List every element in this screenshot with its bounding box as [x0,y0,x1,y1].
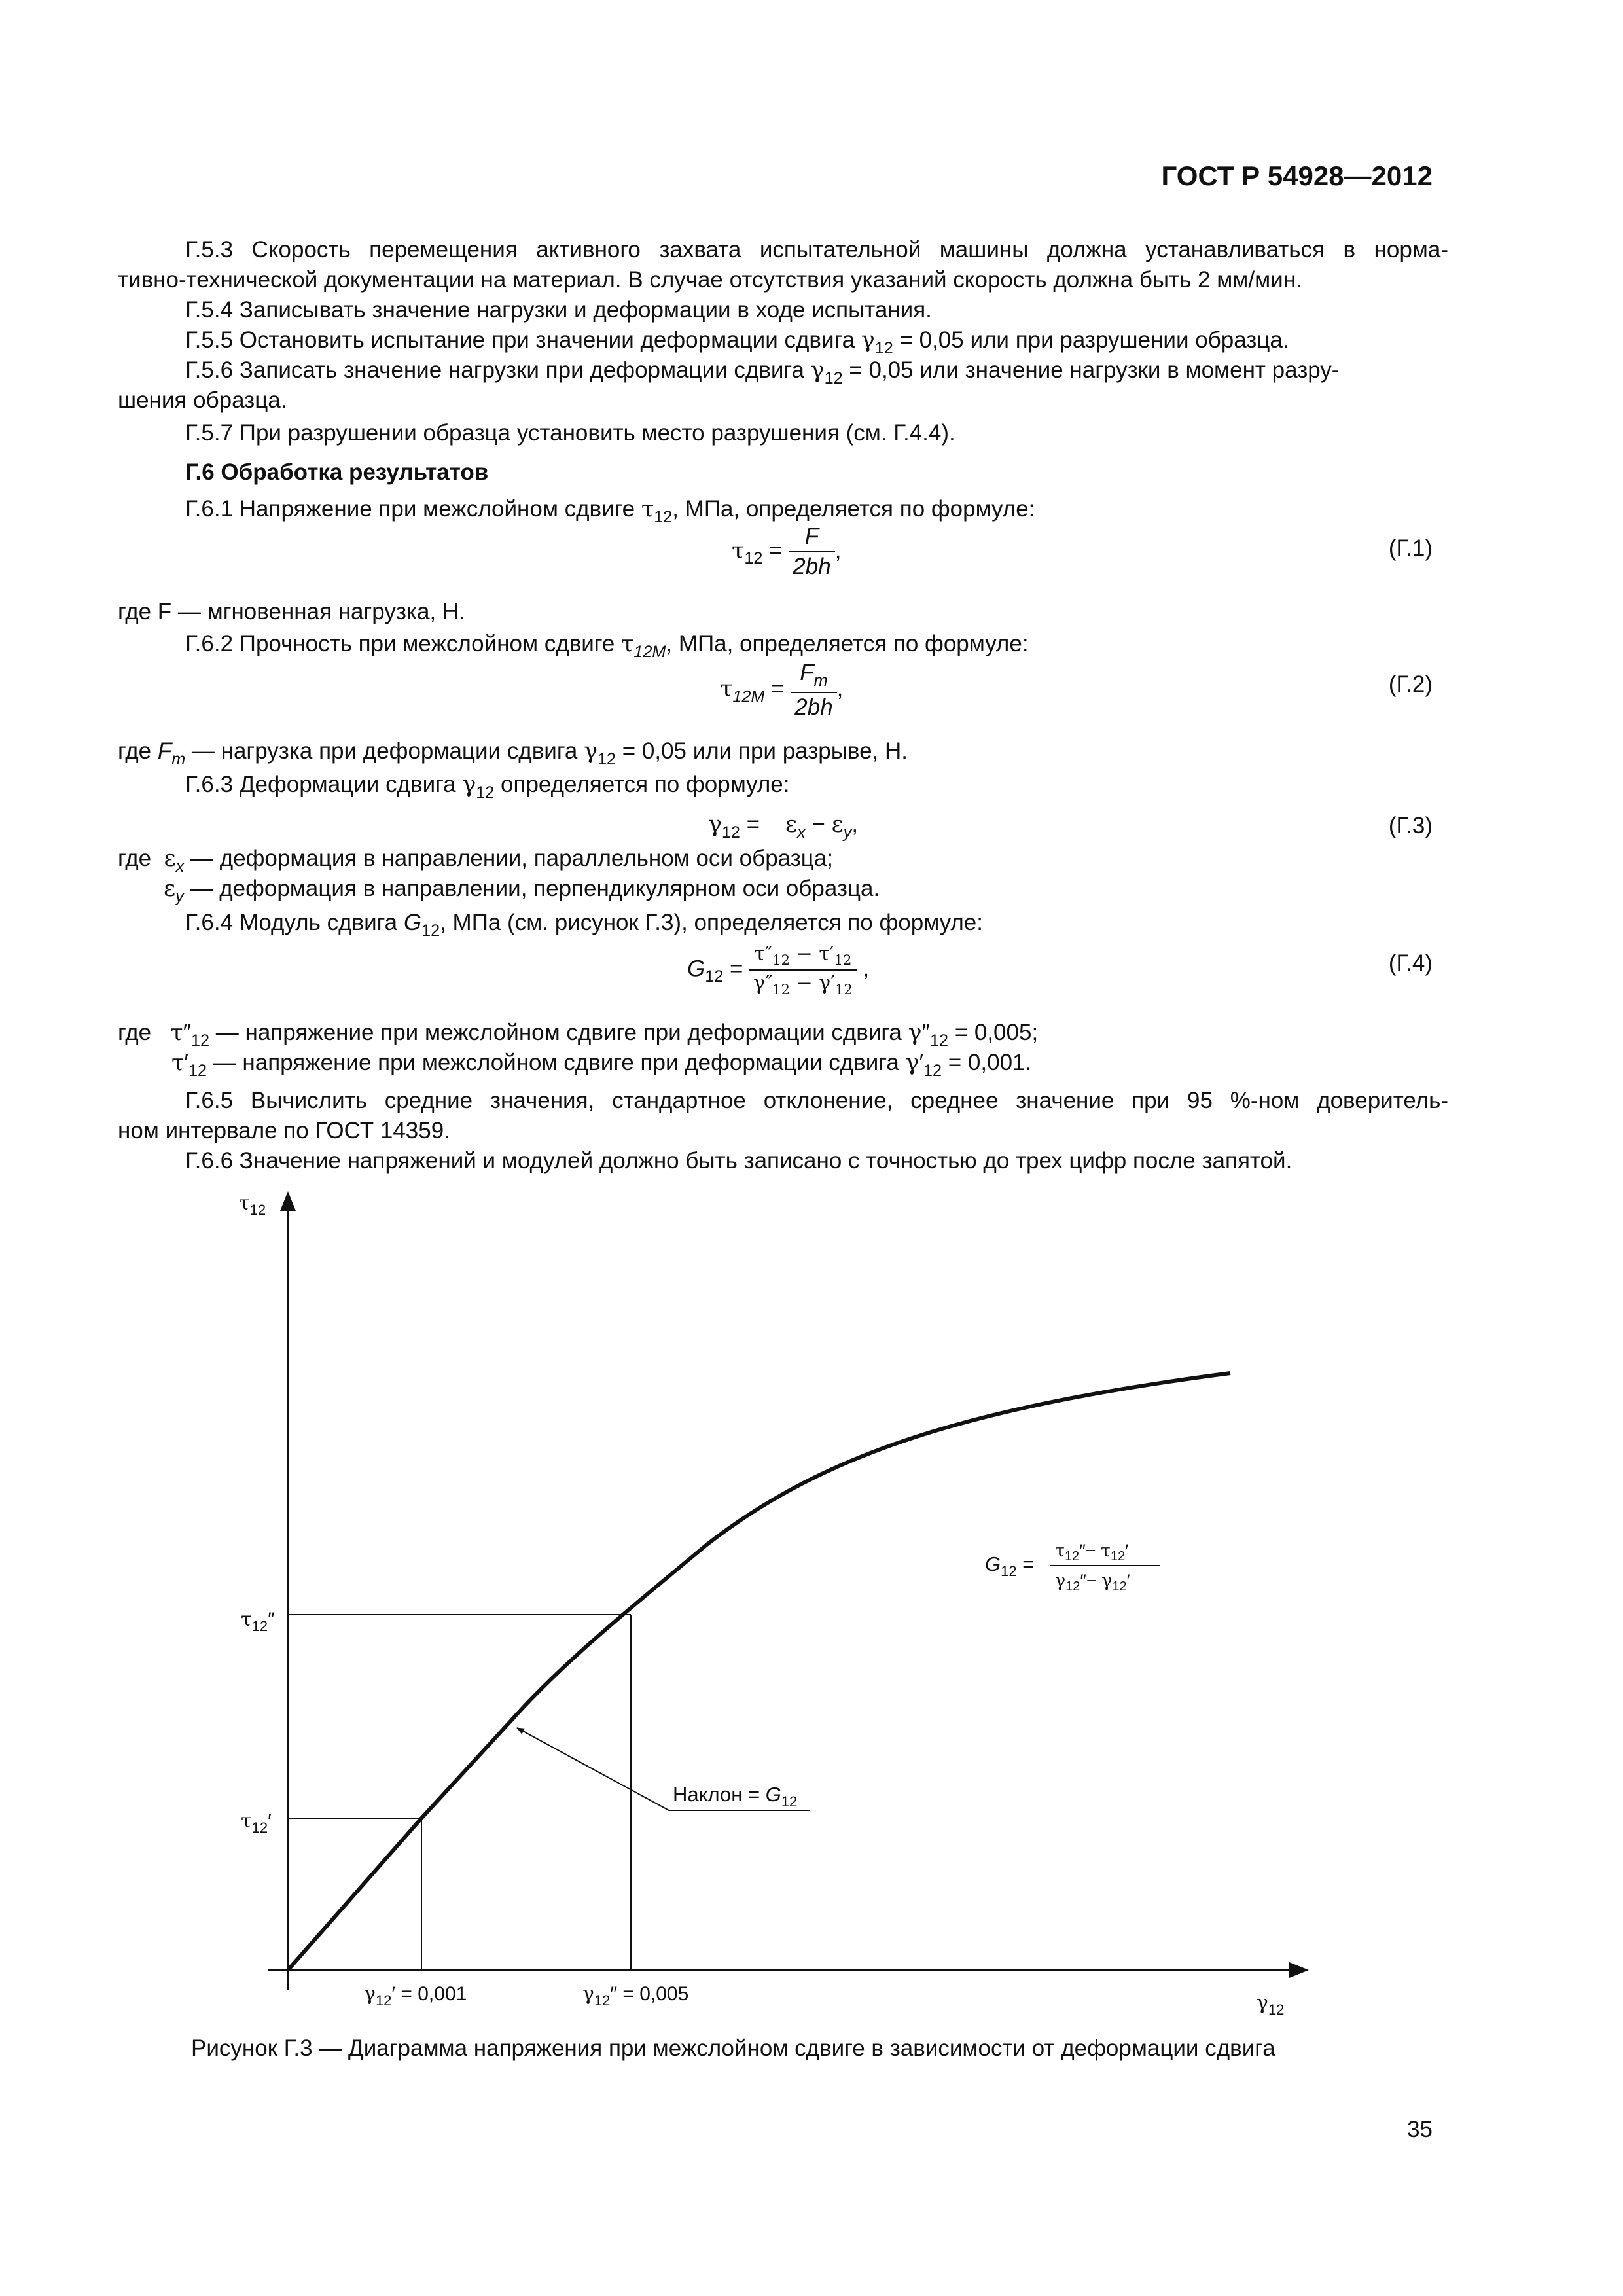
g555-text-end: = 0,05 или при разрушении образца. [893,327,1289,353]
paragraph-g554: Г.5.4 Записывать значение нагрузки и деформации в ходе испытания. [185,297,932,323]
G-symbol: G [687,956,705,982]
equation-g2: $\tau_{12M}$ = $\frac{F_m}{2bh}$ , [720,660,844,720]
g663-text: Г.6.3 Деформации сдвига [185,772,463,797]
F-symbol: F [157,738,172,764]
stress-strain-curve [288,1373,1230,1970]
tau-symbol: τ [732,537,745,564]
eq4-denominator: $\gamma''_{12} - \gamma'_{12}$ [753,972,853,997]
eq1-numerator: F [789,524,834,552]
g555-text: Г.5.5 Остановить испытание при значении деформации сдвига [185,327,861,353]
figure-caption: Рисунок Г.3 — Диаграмма напряжения при межслойном сдвиге в зависимости от деформации сдвига [191,2036,1275,2061]
subscript: x [175,857,185,876]
subscript: 12 [188,1061,207,1080]
tau-symbol: τ [621,631,634,657]
gamma1-tick-label: $\gamma_{12}' = 0,001$ [364,1982,467,2009]
g664-text: Г.6.4 Модуль сдвига [185,910,404,935]
where-ex-text: — деформация в направлении, параллельном оси образца; [190,846,834,871]
tau2-axis-label: $\tau_{12}''$ [241,1608,275,1634]
where-tau1-end: = 0,001. [942,1050,1032,1075]
tau-symbol: τ [171,1050,185,1076]
where-tau1: $\tau'_{12}$ — напряжение при межслойном сдвиге при деформации сдвига $\gamma'_{12} = 0,001$. [171,1050,1032,1080]
paragraph-g553-line1: Г.5.3 Скорость перемещения активного захвата испытательной машины должна устанавливаться в норма- [185,237,1448,262]
gamma-symbol: γ [584,738,597,764]
subscript: y [175,887,184,906]
eq4-numerator: $\tau''_{12} - \tau'_{12}$ [749,942,857,971]
subscript: 12 [654,507,673,526]
subscript: 12 [929,1031,948,1050]
equation-label-g4: (Г.4) [1388,950,1433,976]
where-tau2-text: — напряжение при межслойном сдвиге при деформации сдвига [209,1020,908,1045]
y-axis-arrow-icon [280,1191,296,1211]
subscript: 12 [744,549,763,568]
where-text-mid: — нагрузка при деформации сдвига [185,738,584,764]
subscript: 12 [421,921,440,940]
eq1-denominator: 2bh [793,554,831,579]
subscript: 12 [191,1031,210,1050]
subscript: 12 [476,783,495,802]
tau-symbol: τ [720,675,733,702]
g662-text-end: , МПа, определяется по формуле: [666,631,1029,656]
paragraph-g556-line2: шения образца. [118,387,287,413]
epsilon-symbol: ε [785,812,798,838]
g661-text: Г.6.1 Напряжение при межслойном сдвиге [185,496,641,522]
epsilon-symbol: ε [164,846,176,872]
paragraph-g557: Г.5.7 При разрушении образца установить место разрушения (см. Г.4.4). [185,420,955,446]
F-symbol: F [800,660,814,685]
formula-lhs: $G_{12}$ = [985,1552,1035,1579]
subscript: 12 [874,338,893,357]
y-axis-label: $\tau_{12}$ [239,1192,266,1218]
where-F: где F — мгновенная нагрузка, Н. [118,599,465,624]
gamma-symbol: γ [905,1050,919,1076]
tau-symbol: τ [641,496,654,522]
g556-text: Г.5.6 Записать значение нагрузки при деформации сдвига [185,357,811,383]
equation-label-g2: (Г.2) [1388,672,1433,697]
subscript: 12M [732,687,765,706]
equation-g3: $\gamma_{12}$ = $\varepsilon_x - \varepsilon_y$, [708,812,859,842]
G-symbol: G [403,910,422,935]
eq2-denominator: 2bh [794,694,833,720]
paragraph-g665-line2: ном интервале по ГОСТ 14359. [118,1118,450,1143]
page-number: 35 [1407,2117,1433,2142]
slope-label: Наклон = $G_{12}$ [673,1783,798,1810]
equation-g1: $\tau_{12}$ = $\frac{F}{2bh}$ , [732,524,842,579]
section-heading-g6: Г.6 Обработка результатов [185,459,489,485]
g661-text-end: , МПа, определяется по формуле: [672,496,1035,522]
formula-numerator: $\tau_{12}''- \tau_{12}'$ [1055,1541,1129,1564]
formula-denominator: $\gamma_{12}''- \gamma_{12}'$ [1055,1571,1130,1594]
g662-text: Г.6.2 Прочность при межслойном сдвиге [185,631,622,656]
subscript: y [843,823,852,842]
where-text: где [118,738,158,764]
tau-symbol: τ [170,1020,183,1046]
where-text: где [118,1020,152,1045]
subscript: x [797,823,806,842]
x-axis-arrow-icon [1289,1962,1309,1978]
tau1-axis-label: $\tau_{12}'$ [241,1810,272,1836]
gamma2-tick-label: $\gamma_{12}'' = 0,005$ [582,1982,689,2009]
gamma-symbol: γ [462,772,476,798]
where-tau2-end: = 0,005; [948,1020,1039,1045]
where-tau1-text: — напряжение при межслойном сдвиге при деформации сдвига [206,1050,906,1075]
gamma-symbol: γ [708,812,722,838]
g663-text-end: определяется по формуле: [494,772,790,797]
subscript: 12 [597,749,616,768]
epsilon-symbol: ε [831,812,844,838]
where-text-end: = 0,05 или при разрыве, Н. [616,738,908,764]
subscript: m [171,749,186,768]
equation-g4: $G_{12}$ = $\frac{\tau''_{12} - \tau'_{12}}{\gamma''_{12} - \gamma'_{12}}$ , [687,942,870,997]
subscript: 12 [705,967,724,986]
subscript: 12 [721,823,740,842]
x-axis-label: $\gamma_{12}$ [1257,1992,1285,2018]
paragraph-g666: Г.6.6 Значение напряжений и модулей должно быть записано с точностью до трех цифр после запятой. [185,1148,1293,1174]
where-tau2: где $\tau''_{12}$ — напряжение при межслойном сдвиге при деформации сдвига $\gamma''_{12} = 0,005$; [118,1020,1039,1050]
equation-label-g1: (Г.1) [1388,535,1433,561]
g664-text-end: , МПа (см. рисунок Г.3), определяется по формуле: [440,910,983,935]
gamma-symbol: γ [810,357,825,384]
g556-text-end: = 0,05 или значение нагрузки в момент разру- [842,357,1340,383]
equation-label-g3: (Г.3) [1388,813,1433,838]
where-text: где [118,846,152,871]
subscript: 12M [633,642,666,661]
paragraph-g553-line2: тивно-технической документации на материал. В случае отсутствия указаний скорость должна быть 2 мм/мин. [118,267,1302,293]
where-ey-text: — деформация в направлении, перпендикулярном оси образца. [190,876,880,901]
epsilon-symbol: ε [164,876,176,902]
paragraph-g665-line1: Г.6.5 Вычислить средние значения, стандартное отклонение, среднее значение при 95 %-ном доверитель- [185,1088,1448,1113]
subscript: m [813,671,828,690]
gamma-symbol: γ [861,327,875,353]
subscript: 12 [824,368,843,387]
gamma-symbol: γ [908,1020,922,1046]
subscript: 12 [923,1061,942,1080]
document-id: ГОСТ Р 54928—2012 [1161,160,1433,191]
